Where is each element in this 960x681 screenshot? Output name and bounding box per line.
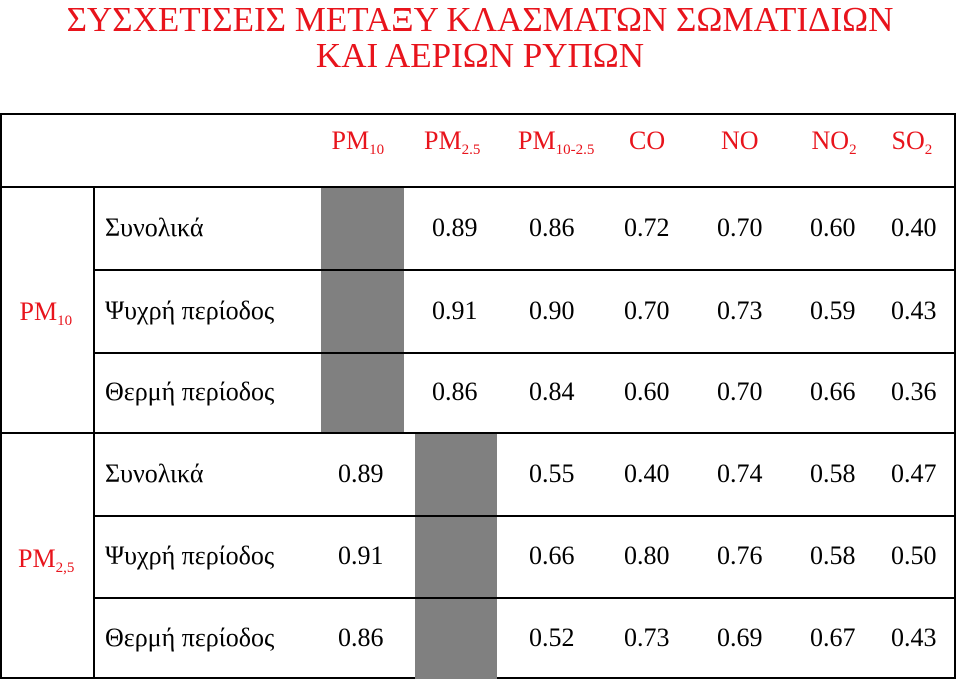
correlation-value: 0.76 (717, 541, 763, 570)
self-correlation-shade (321, 186, 404, 432)
correlation-value: 0.90 (529, 295, 575, 325)
label-base: PM (424, 126, 462, 155)
label-subscript: 10-2.5 (555, 142, 595, 158)
correlation-value: 0.70 (624, 295, 670, 325)
correlation-value: 0.50 (891, 541, 937, 570)
correlation-value: 0.72 (624, 212, 670, 242)
correlation-value: 0.40 (624, 458, 670, 488)
page-title-line-2: ΚΑΙ ΑΕΡΙΩΝ ΡΥΠΩΝ (315, 36, 645, 75)
correlation-value: 0.70 (717, 377, 763, 406)
row-label: Ψυχρή περίοδος (105, 295, 275, 325)
correlation-value: 0.89 (338, 458, 384, 488)
correlation-value: 0.89 (432, 212, 478, 242)
correlation-value: 0.84 (529, 377, 575, 406)
label-subscript: 2,5 (55, 559, 75, 576)
correlation-value: 0.43 (891, 623, 937, 652)
column-header (892, 126, 933, 156)
label-base: SO (891, 126, 925, 155)
label-base: NO (811, 126, 850, 155)
row-label: Θερμή περίοδος (105, 377, 275, 406)
correlation-value: 0.43 (891, 295, 937, 325)
correlation-value: 0.69 (717, 623, 763, 652)
correlation-value: 0.86 (529, 212, 575, 242)
correlation-value: 0.86 (432, 377, 478, 406)
correlation-value: 0.80 (624, 541, 670, 570)
label-subscript: 2.5 (461, 142, 481, 158)
row-label: Συνολικά (105, 212, 204, 242)
correlation-value: 0.67 (810, 623, 856, 652)
label-subscript: 2 (849, 142, 857, 158)
correlation-value: 0.73 (624, 623, 670, 652)
label-subscript: 10 (57, 313, 73, 329)
column-header (424, 126, 480, 156)
correlation-value: 0.66 (529, 541, 575, 570)
correlation-value: 0.40 (891, 212, 937, 242)
correlation-value: 0.91 (432, 295, 478, 325)
correlation-value: 0.74 (717, 458, 763, 488)
correlation-value: 0.91 (338, 541, 384, 570)
column-header (332, 126, 385, 156)
group-label (18, 544, 74, 574)
self-correlation-shade (415, 432, 497, 679)
correlation-value: 0.36 (891, 377, 937, 406)
label-subscript: 10 (369, 142, 385, 158)
row-divider (93, 515, 956, 517)
correlation-value: 0.58 (810, 541, 856, 570)
header-divider (0, 186, 956, 188)
row-label: Ψυχρή περίοδος (105, 541, 275, 570)
correlation-value: 0.60 (810, 212, 856, 242)
label-base: PM (18, 543, 56, 573)
correlation-value: 0.86 (338, 623, 384, 652)
correlation-value: 0.59 (810, 295, 856, 325)
row-label: Θερμή περίοδος (105, 623, 275, 652)
group-label (20, 297, 73, 327)
row-label: Συνολικά (105, 458, 204, 488)
label-base: PM (518, 126, 556, 155)
correlation-value: 0.52 (529, 623, 575, 652)
label-base: NO (721, 126, 759, 155)
correlation-value: 0.60 (624, 377, 670, 406)
correlation-value: 0.66 (810, 377, 856, 406)
row-divider (93, 269, 956, 271)
correlation-value: 0.70 (717, 212, 763, 242)
label-column-divider (93, 186, 95, 679)
label-subscript: 2 (924, 142, 933, 158)
correlation-value: 0.55 (529, 458, 575, 488)
column-header (812, 126, 857, 156)
label-base: CO (629, 126, 666, 155)
column-header (629, 126, 665, 156)
correlation-value: 0.73 (717, 295, 763, 325)
group-divider (0, 432, 956, 434)
label-base: PM (331, 126, 370, 155)
column-header (721, 126, 759, 156)
page-title-line-1: ΣΥΣΧΕΤΙΣΕΙΣ ΜΕΤΑΞΥ ΚΛΑΣΜΑΤΩΝ ΣΩΜΑΤΙΔΙΩΝ (66, 0, 894, 39)
correlation-value: 0.47 (891, 458, 937, 488)
column-header (518, 126, 594, 156)
correlation-value: 0.58 (810, 458, 856, 488)
row-divider (93, 352, 956, 354)
row-divider (93, 597, 956, 599)
label-base: PM (19, 297, 58, 326)
